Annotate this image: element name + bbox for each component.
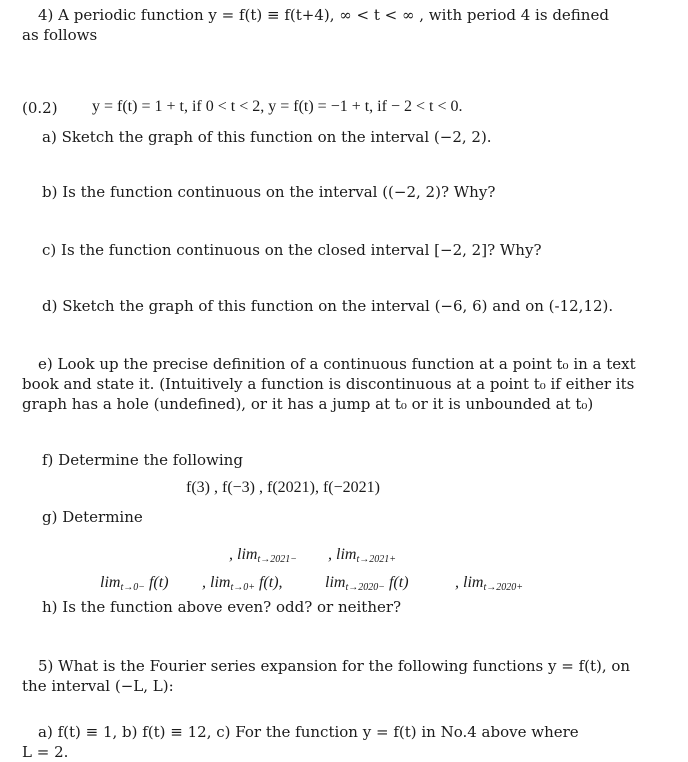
part-c: c) Is the function continuous on the closed interval [−2, 2]? Why? <box>42 241 542 259</box>
part-b: b) Is the function continuous on the interval ((−2, 2)? Why? <box>42 183 496 201</box>
part-e-line1: e) Look up the precise definition of a continuous function at a point t₀ in a text <box>38 355 636 373</box>
problem5-line4: L = 2. <box>22 743 69 761</box>
limit-2021-minus: , limt→2021− <box>229 546 297 565</box>
equation-tag: (0.2) <box>22 99 58 117</box>
part-f: f) Determine the following <box>42 451 243 469</box>
part-d: d) Sketch the graph of this function on the interval (−6, 6) and on (-12,12). <box>42 297 614 315</box>
problem5-line3: a) f(t) ≡ 1, b) f(t) ≡ 12, c) For the function y = f(t) in No.4 above where <box>38 723 579 741</box>
limit-0-plus: , limt→0+ f(t), <box>202 574 283 593</box>
part-g: g) Determine <box>42 508 143 526</box>
problem4-line2: as follows <box>22 26 98 44</box>
part-a: a) Sketch the graph of this function on the interval (−2, 2). <box>42 128 492 146</box>
part-e-line3: graph has a hole (undefined), or it has a jump at t₀ or it is unbounded at t₀) <box>22 395 594 413</box>
piecewise-definition: y = f(t) = 1 + t, if 0 < t < 2, y = f(t) = −1 + t, if − 2 < t < 0. <box>92 98 463 115</box>
problem5-line2: the interval (−L, L): <box>22 677 174 695</box>
limit-0-minus: limt→0− f(t) <box>100 574 169 593</box>
problem4-line1: 4) A periodic function y = f(t) ≡ f(t+4), ∞ < t < ∞ , with period 4 is defined <box>38 6 609 24</box>
problem5-line1: 5) What is the Fourier series expansion for the following functions y = f(t), on <box>38 657 631 675</box>
part-h: h) Is the function above even? odd? or neither? <box>42 598 402 616</box>
limit-2020-minus: limt→2020− f(t) <box>325 574 409 593</box>
part-e-line2: book and state it. (Intuitively a function is discontinuous at a point t₀ if either its <box>22 375 635 393</box>
limit-2020-plus: , limt→2020+ <box>455 574 523 593</box>
limit-2021-plus: , limt→2021+ <box>328 546 396 565</box>
part-f-values: f(3) , f(−3) , f(2021), f(−2021) <box>186 479 380 496</box>
